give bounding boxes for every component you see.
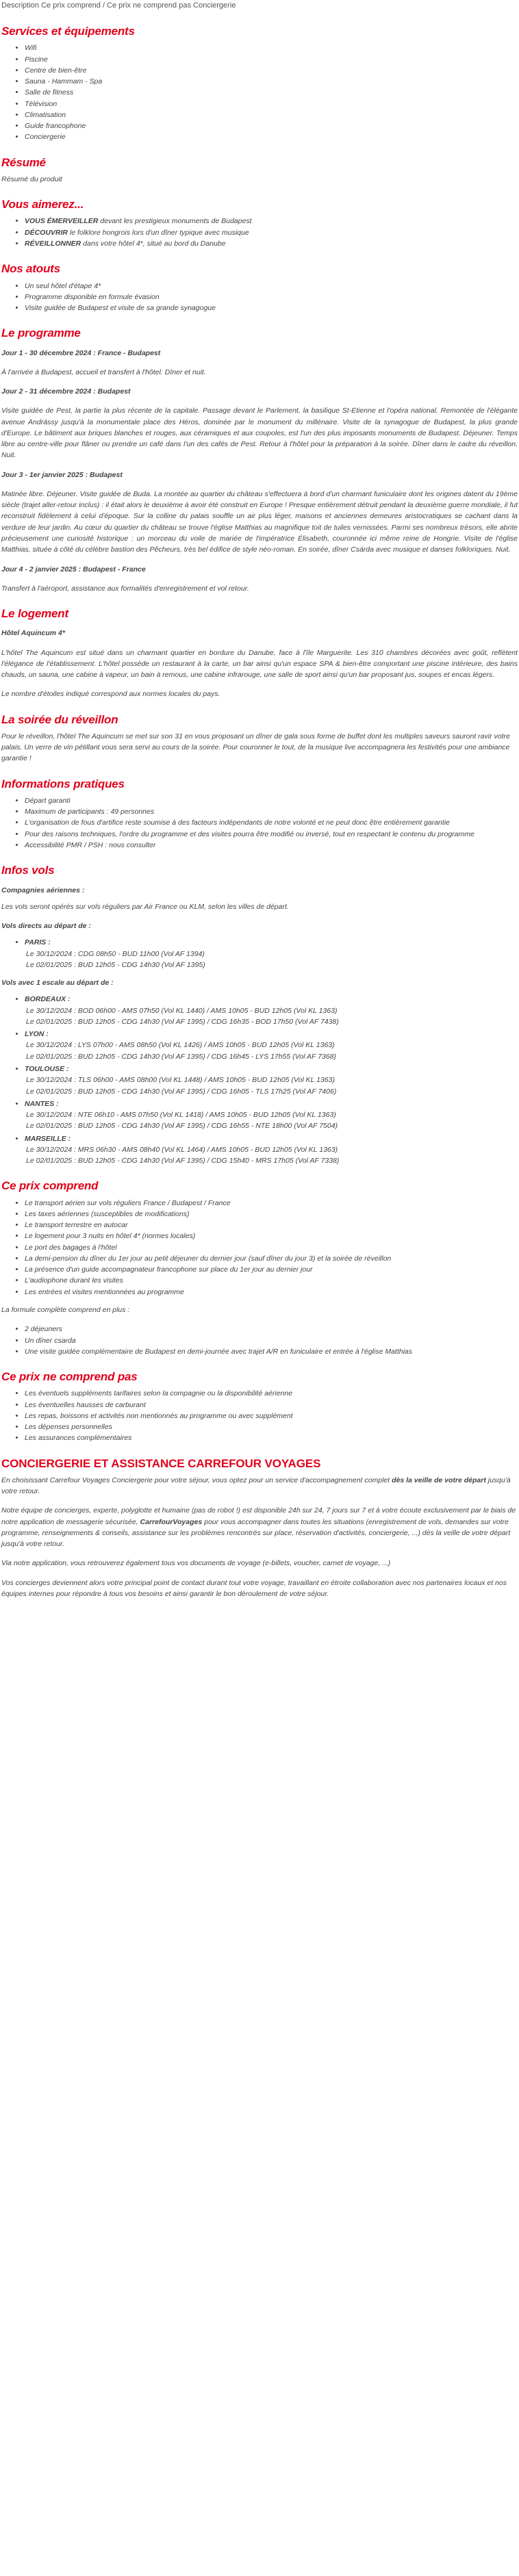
vous-aimerez-list [1,216,518,249]
comprend-item: • La demi-pension du dîner du 1er jour au petit déjeuner du dernier jour (sauf dîner du jour 3) et la soirée de réveillon [25,1253,518,1264]
info-item: • Départ garanti [25,795,518,806]
direct-flights-heading: Vols directs au départ de : [1,922,91,931]
flight-line: Le 30/12/2024 : MRS 06h30 - AMS 08h40 (Vol KL 1464) / AMS 10h05 - BUD 12h05 (Vol KL 1363) [26,1145,338,1154]
formule-complete-heading: La formule complète comprend en plus : [1,1306,130,1314]
comprend-item: • Le port des bagages à l'hôtel [25,1242,518,1253]
day-title: Jour 2 - 31 décembre 2024 : Budapest [1,387,131,396]
info-item: • Accessibilité PMR / PSH : nous consulter [25,840,518,851]
complete-item: • 2 déjeuners [25,1324,518,1335]
info-item: • Pour des raisons techniques, l'ordre du programme et des visites pourra être modifié ou inversé, tout en respectant le contenu du programme [25,829,518,840]
service-item: • Guide francophone [25,120,518,131]
flight-city [25,1029,518,1062]
conciergerie-p1-strong: dès la veille de votre départ [392,1476,486,1484]
day-title: Jour 1 - 30 décembre 2024 : France - Budapest [1,348,161,357]
logement-title: Le logement [1,607,68,621]
day-title: Jour 4 - 2 janvier 2025 : Budapest - France [1,565,146,574]
flight-city [25,994,518,1027]
ne-comprend-item: • Les assurances complémentaires [25,1432,518,1443]
flight-city-name: TOULOUSE : [25,1064,69,1073]
flight-line: Le 30/12/2024 : BOD 06h00 - AMS 07h50 (Vol KL 1440) / AMS 10h05 - BUD 12h05 (Vol KL 1363) [26,1006,338,1015]
flight-line: Le 30/12/2024 : LYS 07h00 - AMS 08h50 (Vol KL 1426) / AMS 10h05 - BUD 12h05 (Vol KL 1363) [26,1041,335,1050]
flight-city [25,1064,518,1097]
flight-line: Le 02/01/2025 : BUD 12h05 - CDG 14h30 (Vol AF 1395) / CDG 16h55 - NTE 18h00 (Vol AF 7504) [26,1122,338,1131]
info-item: • Maximum de participants : 49 personnes [25,806,518,817]
flight-line: Le 02/01/2025 : BUD 12h05 - CDG 14h30 (Vol AF 1395) / CDG 15h40 - MRS 17h05 (Vol AF 7338) [26,1157,340,1165]
flight-line: Le 02/01/2025 : BUD 12h05 - CDG 14h30 (Vol AF 1395) / CDG 16h35 - BOD 17h50 (Vol AF 7438) [26,1017,339,1026]
flight-line: Le 02/01/2025 : BUD 12h05 - CDG 14h30 (Vol AF 1395) / CDG 16h45 - LYS 17h55 (Vol AF 7368) [26,1052,336,1061]
reveillon-text: Pour le réveillon, l'hôtel The Aquincum se met sur son 31 en vous proposant un dîner de gala sous forme de buffet dont les multiples saveurs sauront ravir votre palais. Un verre de vin pétillant vous sera servi au cours de la soirée. Pour couronner le tout, de la musique live accompagnera les festivités pour une ambiance garantie ! [1,732,510,763]
flight-city-name: LYON : [25,1030,49,1039]
service-item: • Centre de bien-être [25,65,518,76]
programme-title: Le programme [1,326,81,340]
atouts-list [1,281,518,314]
comprend-item: • Les taxes aériennes (susceptibles de modifications) [25,1209,518,1220]
day-title: Jour 3 - 1er janvier 2025 : Budapest [1,470,123,479]
services-title: Services et équipements [1,25,135,38]
aimerez-item-text: devant les prestigieux monuments de Budapest [98,217,252,226]
infos-pratiques-title: Informations pratiques [1,777,125,790]
comprend-item: • La présence d'un guide accompagnateur francophone sur place du 1er jour au dernier jour [25,1264,518,1275]
conciergerie-p2-end: pour vous accompagner dans toutes les situations (enregistrement de vols, demandes sur votre programme, renseignements & conseils, assistance sur les problèmes rencontrés sur place, réservation d'activités, conciergerie, ...) dès la veille de votre départ jusqu'à votre retour. [1,1517,511,1549]
conciergerie-paragraph-3: Via notre application, vous retrouverez également tous vos documents de voyage (e-billets, voucher, carnet de voyage, ...) [1,1559,391,1568]
day-text: Visite guidée de Pest, la partie la plus récente de la capitale. Passage devant le Parlement, la basilique St-Etienne et l'opéra national. Remontée de l'élégante avenue Andrássy jusqu'à la monumentale place des Héros, dominée par le monument du millénaire. Visite de la synagogue de Budapest, la plus grande d'Europe. Le bâtiment aux briques blanches et rouges, aux céramiques et aux coupoles, est l'un des plus imposants monuments de Budapest. Déjeuner. Temps libre au centre-ville pour flâner ou prendre un café dans l'un des cafés de Pest. Retour à l'hôtel pour la préparation à la soirée. Dîner dans le cadre du réveillon. Nuit. [1,407,518,460]
flight-city [25,1098,518,1132]
top-line: Description Ce prix comprend / Ce prix ne comprend pas Conciergerie [1,1,236,10]
flight-city-name: BORDEAUX : [25,995,71,1004]
infos-vols-title: Infos vols [1,864,55,877]
aimerez-item [25,238,518,249]
aimerez-item [25,216,518,227]
flight-city-name: MARSEILLE : [25,1134,71,1143]
conciergerie-p1-end: jusqu'à votre retour. [1,1476,511,1496]
conciergerie-app-name: CarrefourVoyages [140,1517,203,1526]
infos-pratiques-list [1,795,518,851]
flight-line: Le 30/12/2024 : CDG 08h50 - BUD 11h00 (Vol AF 1394) [26,949,205,958]
flight-city [25,1133,518,1167]
aimerez-item-strong: VOUS ÉMERVEILLER [25,217,99,226]
conciergerie-p1-start: En choisissant Carrefour Voyages Conciergerie pour votre séjour, vous optez pour un service d'accompagnement complet [1,1476,392,1484]
resume-text: Résumé du produit [1,175,62,183]
flight-line: Le 30/12/2024 : NTE 06h10 - AMS 07h50 (Vol KL 1418) / AMS 10h05 - BUD 12h05 (Vol KL 1363) [26,1111,336,1120]
complete-item: • Une visite guidée complémentaire de Budapest en demi-journée avec trajet A/R en funiculaire et entrée à l'église Matthias [25,1346,518,1357]
resume-title: Résumé [1,155,46,169]
atout-item: • Programme disponible en formule évasion [25,292,518,302]
formule-complete-list [1,1324,518,1357]
aimerez-item [25,227,518,238]
companies-heading: Compagnies aériennes : [1,886,85,894]
prix-ne-comprend-title: Ce prix ne comprend pas [1,1370,138,1384]
service-item: • Climatisation [25,110,518,120]
services-list [1,42,518,142]
direct-flights-list [1,937,518,970]
comprend-item: • Les entrées et visites mentionnées au programme [25,1287,518,1298]
reveillon-title: La soirée du réveillon [1,712,118,726]
flight-city [25,937,518,970]
escale-flights-heading: Vols avec 1 escale au départ de : [1,979,114,988]
day-text: À l'arrivée à Budapest, accueil et transfert à l'hôtel. Dîner et nuit. [1,368,206,376]
companies-text: Les vols seront opérés sur vols réguliers par Air France ou KLM, selon les villes de départ. [1,902,289,911]
day-text: Matinée libre. Déjeuner. Visite guidée de Buda. La montée au quartier du château s'effectuera à bord d'un charmant funiculaire dont les origines datent du 19ème siècle (trajet aller-retour inclus) : il était alors le deuxième à avoir été construit en Europe ! Presque entièrement détruit pendant la deuxième guerre mondiale, il fut reconstruit fidèlement à celui d'époque. Sur la colline du palais souffle un air plus léger, maisons et anciennes demeures aristocratiques se cachant dans la verdure de leur jardin. Au cœur du quartier du château se trouve l'église Matthias au magnifique toit de tuiles vernissées. Parmi ses nombreux trésors, elle abrite précieusement une curiosité historique : un morceau du voile de mariée de l'impératrice Élisabeth, couronnée ici même reine de Hongrie. Visite de l'église Matthias, située à côté du célèbre bastion des Pêcheurs, très bel édifice de style néo-roman. En soirée, dîner Csárda avec musique et danses folkloriques. Nuit. [1,489,518,554]
hotel-name: Hôtel Aquincum 4* [1,629,65,638]
prix-comprend-list [1,1198,518,1298]
aimerez-item-strong: DÉCOUVRIR [25,228,68,237]
programme-days [1,348,518,595]
comprend-item: • L'audiophone durant les visites [25,1275,518,1286]
atouts-title: Nos atouts [1,262,60,276]
flight-line: Le 02/01/2025 : BUD 12h05 - CDG 14h30 (Vol AF 1395) [26,960,205,969]
service-item: • Wifi [25,42,518,53]
ne-comprend-item: • Les éventuels suppléments tarifaires selon la compagnie ou la disponibilité aérienne [25,1388,518,1399]
conciergerie-paragraph-2 [1,1505,518,1549]
day-text: Transfert à l'aéroport, assistance aux formalités d'enregistrement et vol retour. [1,584,249,593]
service-item: • Salle de fitness [25,87,518,98]
flight-line: Le 02/01/2025 : BUD 12h05 - CDG 14h30 (Vol AF 1395) / CDG 16h05 - TLS 17h25 (Vol AF 7406) [26,1087,337,1096]
service-item: • Sauna - Hammam - Spa [25,76,518,87]
complete-item: • Un dîner csarda [25,1335,518,1346]
comprend-item: • Le logement pour 3 nuits en hôtel 4* (normes locales) [25,1231,518,1241]
service-item: • Télévision [25,99,518,110]
flight-city-name: NANTES : [25,1099,59,1108]
conciergerie-p2-start: Notre équipe de concierges, experte, polyglotte et humaine (pas de robot !) est disponible 24h sur 24, 7 jours sur 7 et à votre écoute exclusivement par le biais de notre application de messagerie sécurisée, [1,1506,516,1526]
flight-line: Le 30/12/2024 : TLS 06h00 - AMS 08h00 (Vol KL 1448) / AMS 10h05 - BUD 12h05 (Vol KL 1363) [26,1076,336,1085]
ne-comprend-item: • Les repas, boissons et activités non mentionnés au programme ou avec supplément [25,1411,518,1421]
vous-aimerez-title: Vous aimerez... [1,198,84,211]
conciergerie-title: CONCIERGERIE ET ASSISTANCE CARREFOUR VOYAGES [1,1456,321,1470]
prix-ne-comprend-list [1,1388,518,1443]
comprend-item: • Le transport terrestre en autocar [25,1220,518,1231]
ne-comprend-item: • Les éventuelles hausses de carburant [25,1400,518,1411]
escale-flights-list [1,994,518,1166]
hotel-description: L'hôtel The Aquincum est situé dans un charmant quartier en bordure du Danube, face à l'île Marguerite. Les 310 chambres décorées avec goût, reflètent l'élégance de l'établissement. L'hôtel possède un restaurant à la carte, un bar ainsi qu'un espace SPA & bien-être comportant une piscine intérieure, des bains chauds, un sauna, une cabine à vapeur, un bain à remous, une cabine infrarouge, une salle de sport ainsi qu'un bar proposant jus, soupes et encas légers. [1,648,518,680]
comprend-item: • Le transport aérien sur vols réguliers France / Budapest / France [25,1198,518,1209]
aimerez-item-text: le folklore hongrois lors d'un dîner typique avec musique [68,228,249,237]
service-item: • Piscine [25,54,518,65]
aimerez-item-text: dans votre hôtel 4*, situé au bord du Danube [81,239,226,248]
service-item: • Conciergerie [25,131,518,142]
conciergerie-paragraph-1 [1,1475,518,1497]
flight-city-name: PARIS : [25,938,51,947]
info-item: • L'organisation de fous d'artifice reste soumise à des facteurs indépendants de notre volonté et ne peut donc être entièrement garantie [25,817,518,828]
atout-item: • Un seul hôtel d'étape 4* [25,281,518,292]
ne-comprend-item: • Les dépenses personnelles [25,1421,518,1432]
hotel-stars-note: Le nombre d'étoiles indiqué correspond aux normes locales du pays. [1,690,220,699]
atout-item: • Visite guidée de Budapest et visite de sa grande synagogue [25,302,518,313]
conciergerie-paragraph-4: Vos concierges deviennent alors votre principal point de contact durant tout votre voyage, travaillant en étroite collaboration avec nos partenaires locaux et nos équipes internes pour répondre à tous vos besoins et ainsi garantir le bon déroulement de votre séjour. [1,1578,507,1599]
aimerez-item-strong: RÉVEILLONNER [25,239,81,248]
prix-comprend-title: Ce prix comprend [1,1179,99,1193]
